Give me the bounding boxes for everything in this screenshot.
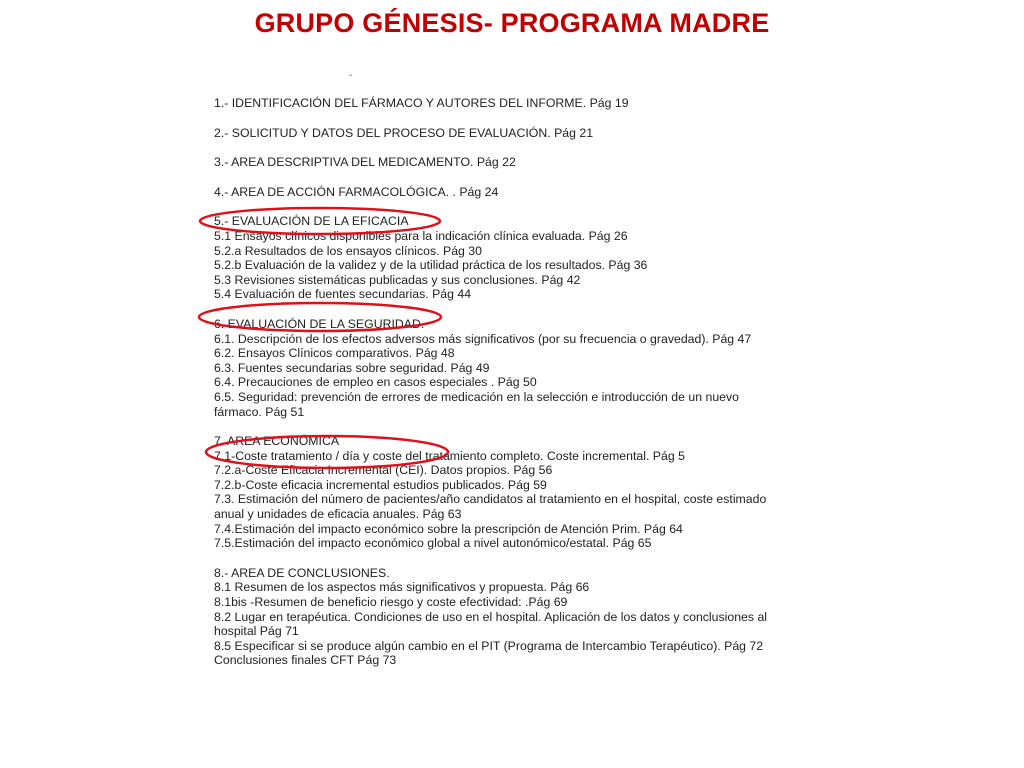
list-item: 7.2.a-Coste Eficacia Incremental (CEI). Datos propios. Pág 56: [214, 463, 553, 478]
list-item: 6.5. Seguridad: prevención de errores de medicación en la selección e introducción de un nuevo fármaco. Pág 51: [214, 389, 740, 419]
document-mark: -: [349, 70, 353, 81]
section-8: [214, 566, 774, 668]
section-heading: 4.- AREA DE ACCIÓN FARMACOLÓGICA. . Pág 24: [214, 184, 499, 199]
list-item: 7.2.b-Coste eficacia incremental estudios publicados. Pág 59: [214, 477, 547, 492]
section-6: [214, 317, 774, 419]
list-item: 5.1 Ensayos clínicos disponibles para la indicación clínica evaluada. Pág 26: [214, 228, 628, 243]
list-item: 8.1bis -Resumen de beneficio riesgo y coste efectividad: .Pág 69: [214, 595, 568, 610]
list-item: 6.4. Precauciones de empleo en casos especiales . Pág 50: [214, 375, 537, 390]
list-item: 8.1 Resumen de los aspectos más significativos y propuesta. Pág 66: [214, 580, 590, 595]
list-item: 7.1-Coste tratamiento / día y coste del tratamiento completo. Coste incremental. Pág 5: [214, 448, 685, 463]
list-item: 5.2.a Resultados de los ensayos clínicos. Pág 30: [214, 243, 482, 258]
list-item: 5.3 Revisiones sistemáticas publicadas y sus conclusiones. Pág 42: [214, 272, 581, 287]
list-item: 6.3. Fuentes secundarias sobre seguridad. Pág 49: [214, 360, 490, 375]
page-title: GRUPO GÉNESIS- PROGRAMA MADRE: [254, 8, 770, 38]
list-item: 8.2 Lugar en terapéutica. Condiciones de uso en el hospital. Aplicación de los datos y conclusiones al hospital Pág 71: [214, 609, 768, 639]
list-item: 7.3. Estimación del número de pacientes/año candidatos al tratamiento en el hospital, coste estimado anual y unidades de eficacia anuales. Pág 63: [214, 492, 767, 522]
list-item: 5.2.b Evaluación de la validez y de la utilidad práctica de los resultados. Pág 36: [214, 258, 648, 273]
section-heading: 1.- IDENTIFICACIÓN DEL FÁRMACO Y AUTORES DEL INFORME. Pág 19: [214, 96, 629, 110]
section-4: [214, 185, 774, 200]
section-1: [214, 96, 774, 111]
list-item: 7.4.Estimación del impacto económico sobre la prescripción de Atención Prim. Pág 64: [214, 521, 683, 536]
section-heading: 5.- EVALUACIÓN DE LA EFICACIA: [214, 214, 409, 229]
section-heading: 2.- SOLICITUD Y DATOS DEL PROCESO DE EVALUACIÓN. Pág 21: [214, 125, 594, 140]
list-item: 8.5 Especificar si se produce algún cambio en el PIT (Programa de Intercambio Terapéutico). Pág 72: [214, 638, 764, 653]
list-item: 5.4 Evaluación de fuentes secundarias. Pág 44: [214, 287, 472, 302]
list-item: Conclusiones finales CFT Pág 73: [214, 653, 397, 668]
section-heading: 6. EVALUACIÓN DE LA SEGURIDAD.: [214, 316, 425, 331]
section-heading: 7. AREA ECONÓMICA: [214, 434, 340, 449]
section-7: [214, 434, 774, 551]
list-item: 6.2. Ensayos Clínicos comparativos. Pág 48: [214, 346, 455, 361]
list-item: 7.5.Estimación del impacto económico global a nivel autonómico/estatal. Pág 65: [214, 536, 652, 551]
section-2: [214, 126, 774, 141]
section-heading: 8.- AREA DE CONCLUSIONES.: [214, 565, 390, 580]
section-heading: 3.- AREA DESCRIPTIVA DEL MEDICAMENTO. Pág 22: [214, 155, 516, 170]
list-item: 6.1. Descripción de los efectos adversos más significativos (por su frecuencia o gravedad). Pág 47: [214, 331, 752, 346]
section-3: [214, 155, 774, 170]
section-5: [214, 214, 774, 302]
table-of-contents: [214, 96, 774, 683]
